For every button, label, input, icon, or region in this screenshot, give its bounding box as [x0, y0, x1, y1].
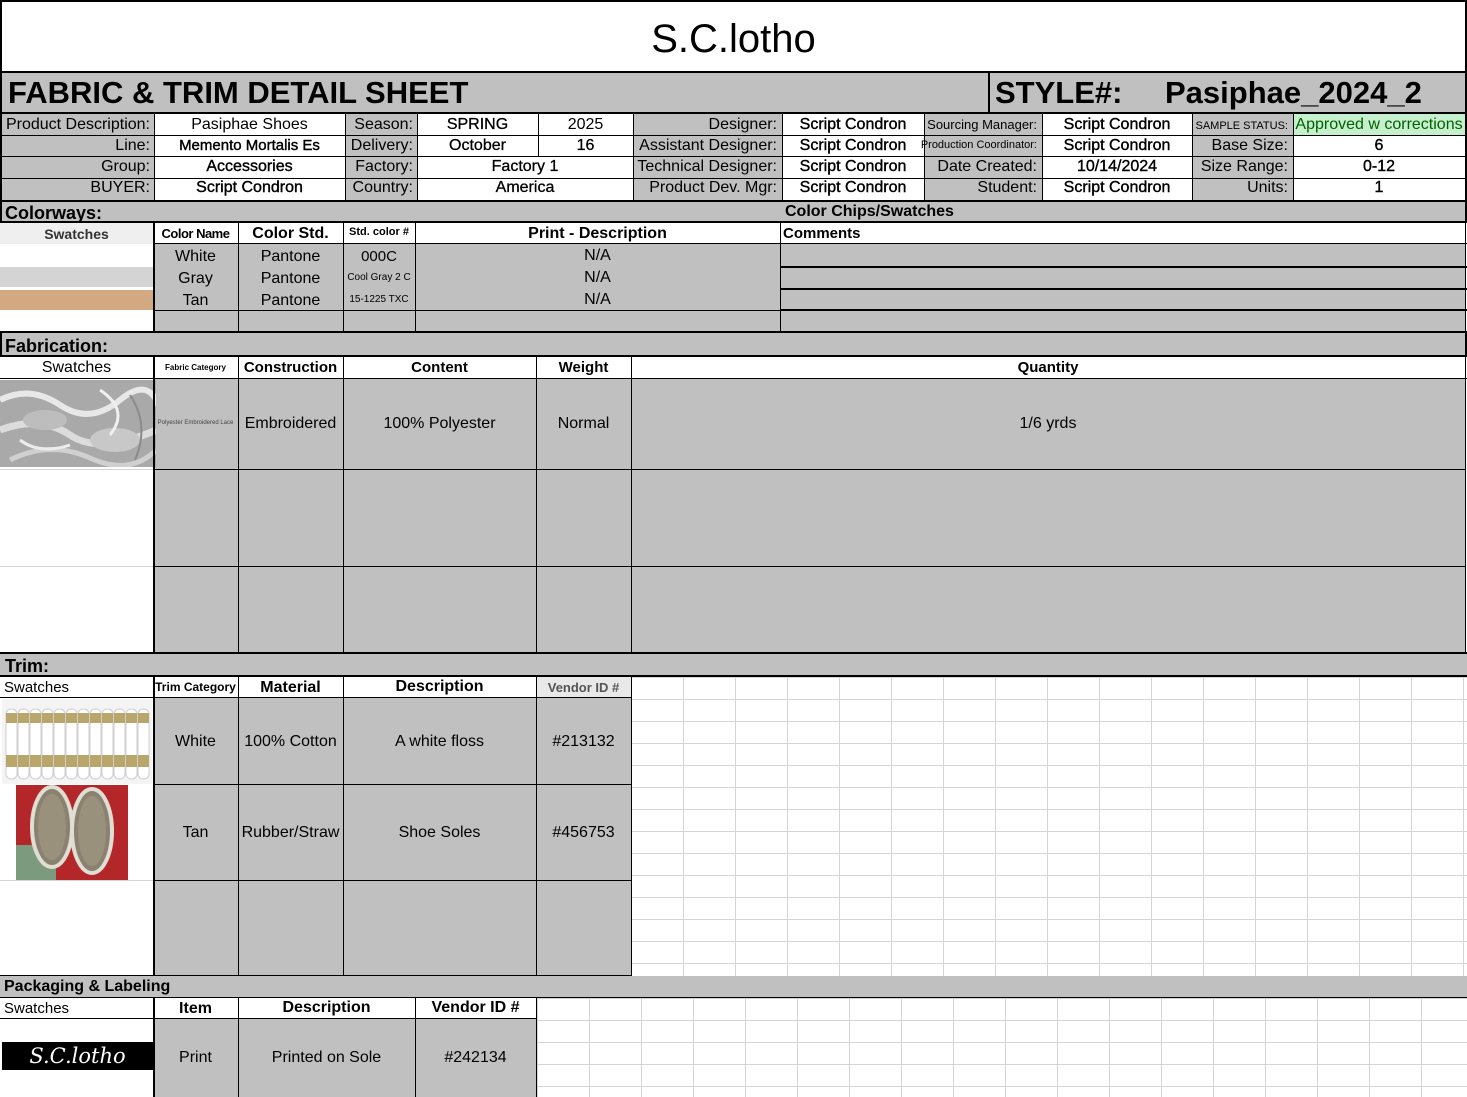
std-color-code-cell: 000C [361, 248, 397, 265]
trim-table [0, 677, 632, 976]
base-size-value: 6 [1374, 137, 1384, 154]
packaging-vendor-id-header: Vendor ID # [431, 999, 520, 1016]
construction-header: Construction [243, 359, 338, 376]
color-std-cell: Pantone [260, 248, 321, 265]
designer-value: Script Condron [799, 116, 907, 133]
content-header: Content [411, 359, 468, 376]
technical-designer-label: Technical Designer: [637, 158, 777, 175]
production-coordinator-label: Production Coordinator: [920, 139, 1037, 151]
packaging-description-cell: Printed on Sole [271, 1049, 382, 1066]
colorways-swatches-header: Swatches [44, 226, 109, 242]
season-value: SPRING [446, 116, 509, 133]
trim-description-cell: A white floss [395, 733, 484, 750]
delivery-label: Delivery: [350, 137, 413, 154]
white-floss-swatch [2, 699, 152, 784]
product-description-value: Pasiphae Shoes [191, 116, 308, 133]
swatch-white [0, 245, 153, 265]
trim-grid-background [631, 677, 1467, 976]
packaging-label: Packaging & Labeling [4, 978, 171, 995]
group-value: Accessories [206, 158, 293, 175]
weight-cell: Normal [557, 415, 610, 432]
size-range-label: Size Range: [1200, 158, 1288, 175]
packaging-table [0, 998, 537, 1097]
colorways-table [0, 223, 1467, 331]
material-cell: Rubber/Straw [241, 824, 340, 841]
quantity-cell: 1/6 yrds [1019, 415, 1077, 432]
assistant-designer-value: Script Condron [799, 137, 907, 154]
print-description-cell: N/A [584, 291, 611, 308]
color-name-cell: White [175, 248, 216, 265]
swatch-tan [0, 290, 153, 310]
delivery-month-value: October [449, 137, 506, 154]
group-label: Group: [101, 158, 150, 175]
comments-header: Comments [783, 225, 861, 242]
trim-vendor-id-header: Vendor ID # [547, 680, 620, 695]
season-label: Season: [354, 116, 413, 133]
packaging-section-header [0, 976, 1467, 998]
print-description-header: Print - Description [528, 225, 667, 242]
buyer-value: Script Condron [196, 179, 303, 196]
factory-value: Factory 1 [491, 158, 559, 175]
color-std-cell: Pantone [260, 270, 321, 287]
trim-vendor-id-cell: #456753 [552, 824, 615, 841]
construction-cell: Embroidered [244, 415, 337, 432]
units-label: Units: [1247, 179, 1288, 196]
fabrication-section-header [0, 331, 1467, 357]
sourcing-manager-value: Script Condron [1063, 116, 1171, 133]
country-value: America [495, 179, 555, 196]
trim-category-cell: Tan [182, 824, 209, 841]
fabric-category-cell: Polyester Embroidered Lace [157, 420, 234, 426]
packaging-grid-background [537, 998, 1467, 1097]
assistant-designer-label: Assistant Designer: [639, 137, 777, 154]
date-created-label: Date Created: [937, 158, 1037, 175]
sourcing-manager-label: Sourcing Manager: [927, 117, 1037, 132]
color-std-header: Color Std. [252, 225, 329, 242]
trim-section-header [0, 652, 1467, 677]
color-name-header: Color Name [161, 226, 230, 241]
product-dev-mgr-label: Product Dev. Mgr: [649, 179, 777, 196]
product-description-label: Product Description: [5, 116, 150, 133]
std-color-number-header: Std. color # [349, 226, 409, 238]
base-size-label: Base Size: [1211, 137, 1288, 154]
packaging-description-header: Description [282, 999, 371, 1016]
line-label: Line: [115, 137, 150, 154]
std-color-code-cell: 15-1225 TXC [349, 294, 409, 305]
item-header: Item [179, 1000, 212, 1017]
color-name-cell: Tan [182, 292, 209, 309]
material-header: Material [260, 679, 321, 696]
trim-category-header: Trim Category [155, 680, 236, 694]
color-name-cell: Gray [178, 270, 213, 287]
packaging-vendor-id-cell: #242134 [444, 1049, 507, 1066]
content-cell: 100% Polyester [383, 415, 496, 432]
lace-fabric-swatch [0, 380, 156, 467]
brand-logo-text: S.C.lotho [29, 1044, 126, 1068]
packaging-item-cell: Print [179, 1049, 212, 1066]
color-chips-label: Color Chips/Swatches [785, 203, 954, 220]
size-range-value: 0-12 [1362, 158, 1396, 175]
sample-status-label: SAMPLE STATUS: [1195, 120, 1288, 132]
brand-title: S.C.lotho [651, 17, 816, 61]
fabrication-label: Fabrication: [5, 336, 109, 356]
sheet-title-bar [0, 73, 1467, 114]
style-label: STYLE#: [995, 75, 1123, 110]
brand-header [0, 0, 1467, 73]
info-grid [0, 114, 1467, 200]
trim-vendor-id-cell: #213132 [552, 733, 615, 750]
material-cell: 100% Cotton [244, 733, 337, 750]
trim-label: Trim: [5, 656, 50, 676]
packaging-swatches-header: Swatches [4, 1000, 70, 1017]
factory-label: Factory: [355, 158, 413, 175]
shoe-soles-swatch [16, 785, 128, 881]
sheet-title: FABRIC & TRIM DETAIL SHEET [8, 75, 469, 110]
color-std-cell: Pantone [260, 292, 321, 309]
trim-description-cell: Shoe Soles [398, 824, 481, 841]
country-label: Country: [352, 179, 413, 196]
season-year-value: 2025 [567, 116, 604, 133]
production-coordinator-value: Script Condron [1063, 137, 1171, 154]
student-label: Student: [977, 179, 1037, 196]
brand-logo-swatch [2, 1042, 153, 1070]
trim-category-cell: White [175, 733, 216, 750]
weight-header: Weight [558, 359, 609, 376]
print-description-cell: N/A [584, 269, 611, 286]
sample-status-value: Approved w corrections [1295, 116, 1463, 133]
line-value: Memento Mortalis Es [179, 137, 320, 154]
fabric-swatches-header: Swatches [41, 359, 112, 376]
swatch-gray [0, 267, 153, 287]
delivery-day-value: 16 [576, 137, 595, 154]
buyer-label: BUYER: [90, 179, 150, 196]
style-number: Pasiphae_2024_2 [1165, 75, 1422, 110]
print-description-cell: N/A [584, 247, 611, 264]
fabric-category-header: Fabric Category [165, 363, 226, 372]
colorways-section-header [0, 200, 1467, 223]
std-color-code-cell: Cool Gray 2 C [347, 272, 411, 283]
trim-swatches-header: Swatches [4, 679, 70, 696]
designer-label: Designer: [708, 116, 777, 133]
fabrication-table [0, 357, 1467, 652]
technical-designer-value: Script Condron [799, 158, 907, 175]
product-dev-mgr-value: Script Condron [799, 179, 907, 196]
quantity-header: Quantity [1017, 359, 1079, 376]
student-value: Script Condron [1063, 179, 1171, 196]
trim-description-header: Description [395, 678, 484, 695]
units-value: 1 [1374, 179, 1384, 196]
date-created-value: 10/14/2024 [1076, 158, 1158, 175]
colorways-label: Colorways: [5, 203, 103, 223]
